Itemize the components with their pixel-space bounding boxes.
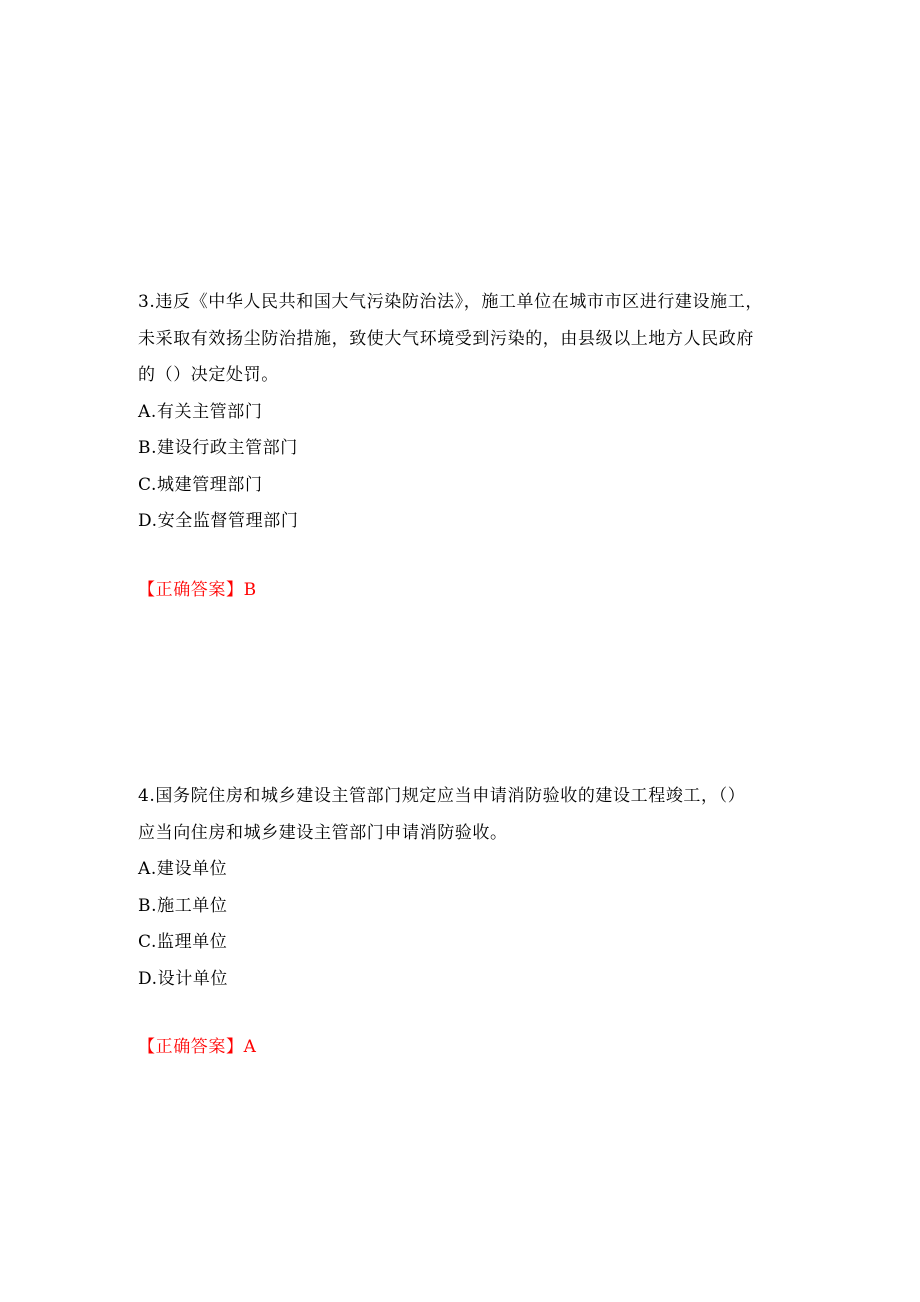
question-4-stem-line-1: 4.国务院住房和城乡建设主管部门规定应当申请消防验收的建设工程竣工，（）	[138, 786, 746, 806]
question-4-option-b: B.施工单位	[138, 895, 228, 916]
question-3-stem-line-1: 3.违反《中华人民共和国大气污染防治法》，施工单位在城市市区进行建设施工，	[138, 292, 763, 312]
question-4-answer: 【正确答案】A	[138, 1037, 257, 1057]
question-3-option-a: A.有关主管部门	[138, 401, 263, 422]
question-4	[138, 778, 798, 997]
question-3-option-d: D.安全监督管理部门	[138, 511, 299, 531]
question-3-stem-line-3: 的（）决定处罚。	[138, 365, 279, 385]
question-4-option-c: C.监理单位	[138, 932, 228, 952]
question-3-option-b: B.建设行政主管部门	[138, 438, 298, 458]
question-4-option-d: D.设计单位	[138, 968, 229, 989]
question-4-option-a: A.建设单位	[138, 859, 228, 879]
question-4-stem-line-2: 应当向住房和城乡建设主管部门申请消防验收。	[138, 822, 508, 843]
question-3-stem-line-2: 未采取有效扬尘防治措施，致使大气环境受到污染的，由县级以上地方人民政府	[138, 328, 754, 349]
question-3-answer: 【正确答案】B	[138, 580, 257, 600]
question-3	[138, 284, 798, 540]
question-3-option-c: C.城建管理部门	[138, 474, 263, 495]
